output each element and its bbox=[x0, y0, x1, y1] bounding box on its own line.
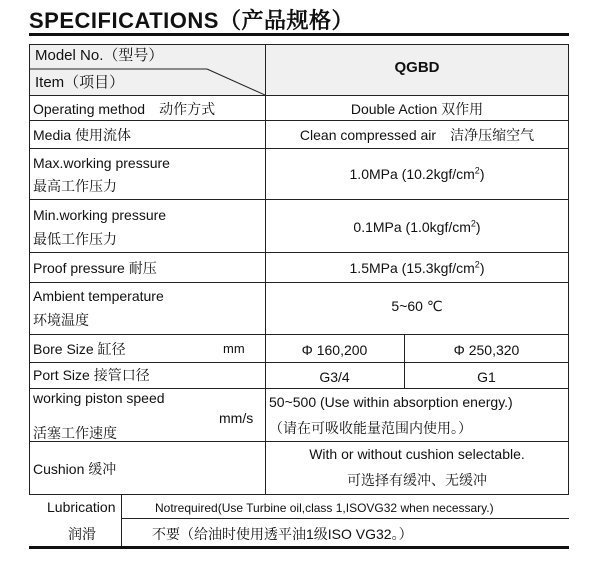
row-divider bbox=[29, 334, 569, 335]
port-size-value-b: G1 bbox=[477, 369, 496, 385]
item-label: Item（项目） bbox=[35, 74, 125, 91]
min-pressure-label-cn: 最低工作压力 bbox=[33, 231, 117, 247]
lubrication-label-en: Lubrication bbox=[47, 499, 116, 515]
row-divider bbox=[29, 199, 569, 200]
max-pressure-value: 1.0MPa $(10.2kgf/cm^2)$ bbox=[349, 165, 485, 182]
row-divider bbox=[29, 120, 569, 121]
lubrication-row-divider bbox=[121, 518, 569, 519]
proof-pressure-label: Proof pressure 耐压 bbox=[33, 260, 157, 276]
cushion-value-cn: 可选择有缓冲、无缓冲 bbox=[347, 472, 487, 488]
operating-method-value: Double Action 双作用 bbox=[350, 101, 484, 117]
row-divider bbox=[29, 388, 569, 389]
operating-method-label: Operating method 动作方式 bbox=[33, 101, 216, 117]
row-divider bbox=[29, 362, 569, 363]
row-divider bbox=[29, 252, 569, 253]
port-size-label: Port Size 接管口径 bbox=[33, 367, 150, 383]
model-number-label: Model No.（型号） bbox=[35, 47, 164, 64]
row-divider bbox=[29, 494, 569, 495]
piston-speed-unit: mm/s bbox=[219, 410, 254, 426]
bottom-rule bbox=[29, 546, 569, 549]
port-size-value-a: G3/4 bbox=[319, 369, 350, 385]
media-value: Clean compressed air 洁净压缩空气 bbox=[299, 127, 535, 143]
bore-size-label: Bore Size 缸径 bbox=[33, 341, 126, 357]
model-value: QGBD bbox=[394, 59, 440, 76]
page-title: SPECIFICATIONS（产品规格） bbox=[29, 8, 354, 33]
cushion-value-en: With or without cushion selectable. bbox=[309, 446, 525, 462]
spec-table bbox=[29, 44, 569, 494]
lubrication-value-cn: 不要（给油时使用透平油1级ISO VG32。） bbox=[152, 526, 413, 542]
row-divider bbox=[29, 441, 569, 442]
row-divider bbox=[29, 95, 569, 96]
table-left-border bbox=[29, 44, 30, 494]
row-divider bbox=[29, 148, 569, 149]
min-pressure-value: 0.1MPa $(1.0kgf/cm^2)$ bbox=[353, 218, 481, 235]
lubrication-value-en: Notrequired(Use Turbine oil,class 1,ISOVG32 when necessary.) bbox=[155, 501, 494, 515]
bore-size-unit: mm bbox=[223, 341, 245, 356]
table-top-border bbox=[29, 44, 569, 45]
piston-speed-value-en: 50~500 (Use within absorption energy.) bbox=[269, 394, 513, 410]
row-divider bbox=[29, 282, 569, 283]
title-rule bbox=[29, 33, 569, 36]
ambient-temp-value: 5~60 ℃ bbox=[391, 298, 443, 314]
media-label: Media 使用流体 bbox=[33, 127, 132, 143]
piston-speed-label-en: working piston speed bbox=[33, 390, 165, 406]
bore-size-value-b: Φ 250,320 bbox=[453, 342, 520, 358]
cushion-label: Cushion 缓冲 bbox=[33, 461, 117, 477]
proof-pressure-value: 1.5MPa $(15.3kgf/cm^2)$ bbox=[349, 259, 485, 276]
ambient-temp-label-en: Ambient temperature bbox=[33, 288, 164, 304]
ambient-temp-label-cn: 环境温度 bbox=[33, 312, 89, 328]
piston-speed-label-cn: 活塞工作速度 bbox=[33, 425, 117, 441]
piston-speed-value-cn: （请在可吸收能量范围内使用。） bbox=[269, 420, 472, 436]
bore-size-value-a: Φ 160,200 bbox=[301, 342, 368, 358]
min-pressure-label-en: Min.working pressure bbox=[33, 207, 167, 223]
lubrication-label-cn: 润滑 bbox=[68, 526, 96, 542]
max-pressure-label-en: Max.working pressure bbox=[33, 155, 170, 171]
lubrication-divider bbox=[121, 494, 122, 546]
max-pressure-label-cn: 最高工作压力 bbox=[33, 178, 117, 194]
